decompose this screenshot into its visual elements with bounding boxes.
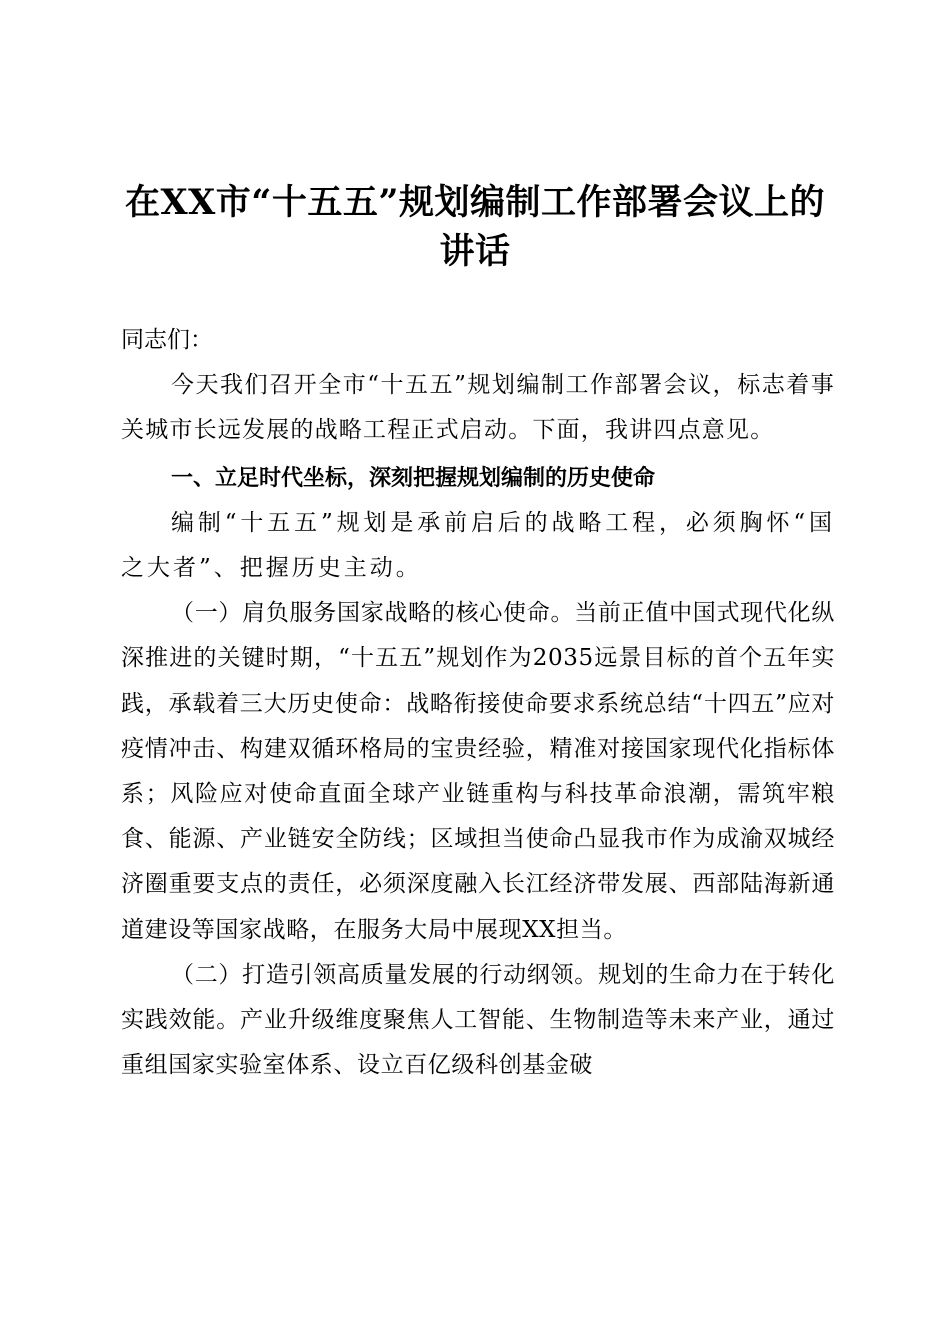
subsection-label-1: （一）肩负服务国家战略的核心使命。	[171, 600, 575, 627]
subsection-text-2: 规划的生命力在于转化实践效能。产业升级维度聚焦人工智能、生物制造等未来产业，通过重组国家实验室体系、设立百亿级科创基金破	[121, 961, 836, 1079]
section-heading: 一、立足时代坐标，深刻把握规划编制的历史使命	[171, 465, 656, 491]
subsection-text-1: 当前正值中国式现代化纵深推进的关键时期，“十五五”规划作为2035远景目标的首个五年实践，承载着三大历史使命：战略衔接使命要求系统总结“十四五”应对疫情冲击、构建双循环格局的宝贵经验，精准对接国家现代化指标体系；风险应对使命直面全球产业链重构与科技革命浪潮，需筑牢粮食、能源、产业链安全防线；区域担当使命凸显我市作为成渝双城经济圈重要支点的责任，必须深度融入长江经济带发展、西部陆海新通道建设等国家战略，在服务大局中展现XX担当。	[121, 600, 835, 943]
section-lead-paragraph: 编制“十五五”规划是承前启后的战略工程，必须胸怀“国之大者”、把握历史主动。	[121, 509, 835, 582]
subsection-paragraph-1	[121, 591, 835, 953]
greeting: 同志们：	[121, 327, 213, 353]
document-title: 在XX市“十五五”规划编制工作部署会议上的讲话	[124, 182, 826, 272]
subsection-label-2: （二）打造引领高质量发展的行动纲领。	[171, 961, 598, 988]
document-body	[121, 318, 835, 1088]
subsection-paragraph-2	[121, 953, 835, 1089]
intro-paragraph: 今天我们召开全市“十五五”规划编制工作部署会议，标志着事关城市长远发展的战略工程正式启动。下面，我讲四点意见。	[121, 372, 835, 444]
